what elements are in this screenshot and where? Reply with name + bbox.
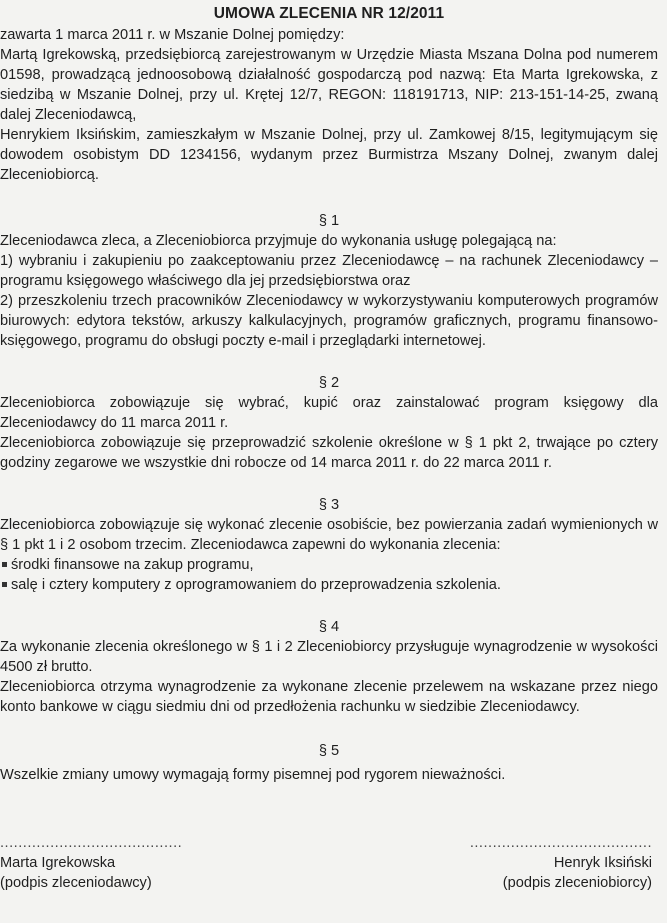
section-4-mark: § 4 [318,619,340,635]
bullet-icon [2,582,7,587]
bullet-text: salę i cztery komputery z oprogramowaniem do przeprowadzenia szkolenia. [11,577,501,593]
section-5-paragraph: Wszelkie zmiany umowy wymagają formy pisemnej pod rygorem nieważności. [0,767,506,783]
bullet-text: środki finansowe na zakup programu, [11,557,254,573]
party-two-paragraph: Henrykiem Iksińskim, zamieszkałym w Mszanie Dolnej, przy ul. Zamkowej 8/15, legitymującym się dowodem osobistym DD 1234156, wydanym przez Burmistrza Mszany Dolnej, zwanym dalej Zleceniobiorcą. [0,127,658,183]
signatory-right-name: Henryk Iksiński [553,855,652,871]
signatory-left-name: Marta Igrekowska [0,855,116,871]
section-3-paragraph: Zleceniobiorca zobowiązuje się wykonać zlecenie osobiście, bez powierzania zadań wymienionych w § 1 pkt 1 i 2 osobom trzecim. Zleceniodawca zapewni do wykonania zlecenia: [0,517,658,553]
section-1-point-2: 2) przeszkoleniu trzech pracowników Zleceniodawcy w wykorzystywaniu komputerowych programów biurowych: edytora tekstów, arkuszy kalkulacyjnych, programów graficznych, programu finansowo-księgowego, programu do obsługi poczty e-mail i przeglądarki internetowej. [0,293,658,349]
section-2-paragraph-1: Zleceniobiorca zobowiązuje się wybrać, kupić oraz zainstalować program księgowy dla Zleceniodawcy do 11 marca 2011 r. [0,395,658,431]
signatory-left-role: (podpis zleceniodawcy) [0,875,152,891]
section-1-paragraph: Zleceniodawca zleca, a Zleceniobiorca przyjmuje do wykonania usługę polegającą na: [0,233,557,249]
intro-line: zawarta 1 marca 2011 r. w Mszanie Dolnej pomiędzy: [0,27,345,43]
section-2-mark: § 2 [318,375,340,391]
section-3-mark: § 3 [318,497,340,513]
document-title: UMOWA ZLECENIA NR 12/2011 [213,5,445,22]
section-4-paragraph-1: Za wykonanie zlecenia określonego w § 1 i 2 Zleceniobiorcy przysługuje wynagrodzenie w wysokości 4500 zł brutto. [0,639,658,675]
section-4-paragraph-2: Zleceniobiorca otrzyma wynagrodzenie za wykonane zlecenie przelewem na wskazane przez niego konto bankowe w ciągu siedmiu dni od przedłożenia rachunku w siedzibie Zleceniodawcy. [0,679,658,715]
section-3-bullet-2 [0,575,658,595]
section-5-mark: § 5 [318,743,340,759]
party-one-paragraph: Martą Igrekowską, przedsiębiorcą zarejestrowanym w Urzędzie Miasta Mszana Dolna pod numerem 01598, prowadzącą jednoosobową działalność gospodarczą pod nazwą: Eta Marta Igrekowska, z siedzibą w Mszanie Dolnej, przy ul. Krętej 12/7, REGON: 118191713, NIP: 213-151-14-25, zwaną dalej Zleceniodawcą, [0,47,658,123]
signature-line-right: ........................................ [469,835,652,851]
signature-left [0,833,200,893]
section-1-point-1: 1) wybraniu i zakupieniu po zaakceptowaniu przez Zleceniodawcę – na rachunek Zleceniodawcy – programu księgowego właściwego dla jej przedsiębiorstwa oraz [0,253,658,289]
bullet-icon [2,562,7,567]
signature-line-left: ........................................ [0,835,183,851]
signature-right [452,833,652,893]
section-1-mark: § 1 [318,213,340,229]
section-2-paragraph-2: Zleceniobiorca zobowiązuje się przeprowadzić szkolenie określone w § 1 pkt 2, trwające po cztery godziny zegarowe we wszystkie dni robocze od 14 marca 2011 r. do 22 marca 2011 r. [0,435,658,471]
section-3-bullet-1 [0,555,658,575]
signatory-right-role: (podpis zleceniobiorcy) [502,875,652,891]
